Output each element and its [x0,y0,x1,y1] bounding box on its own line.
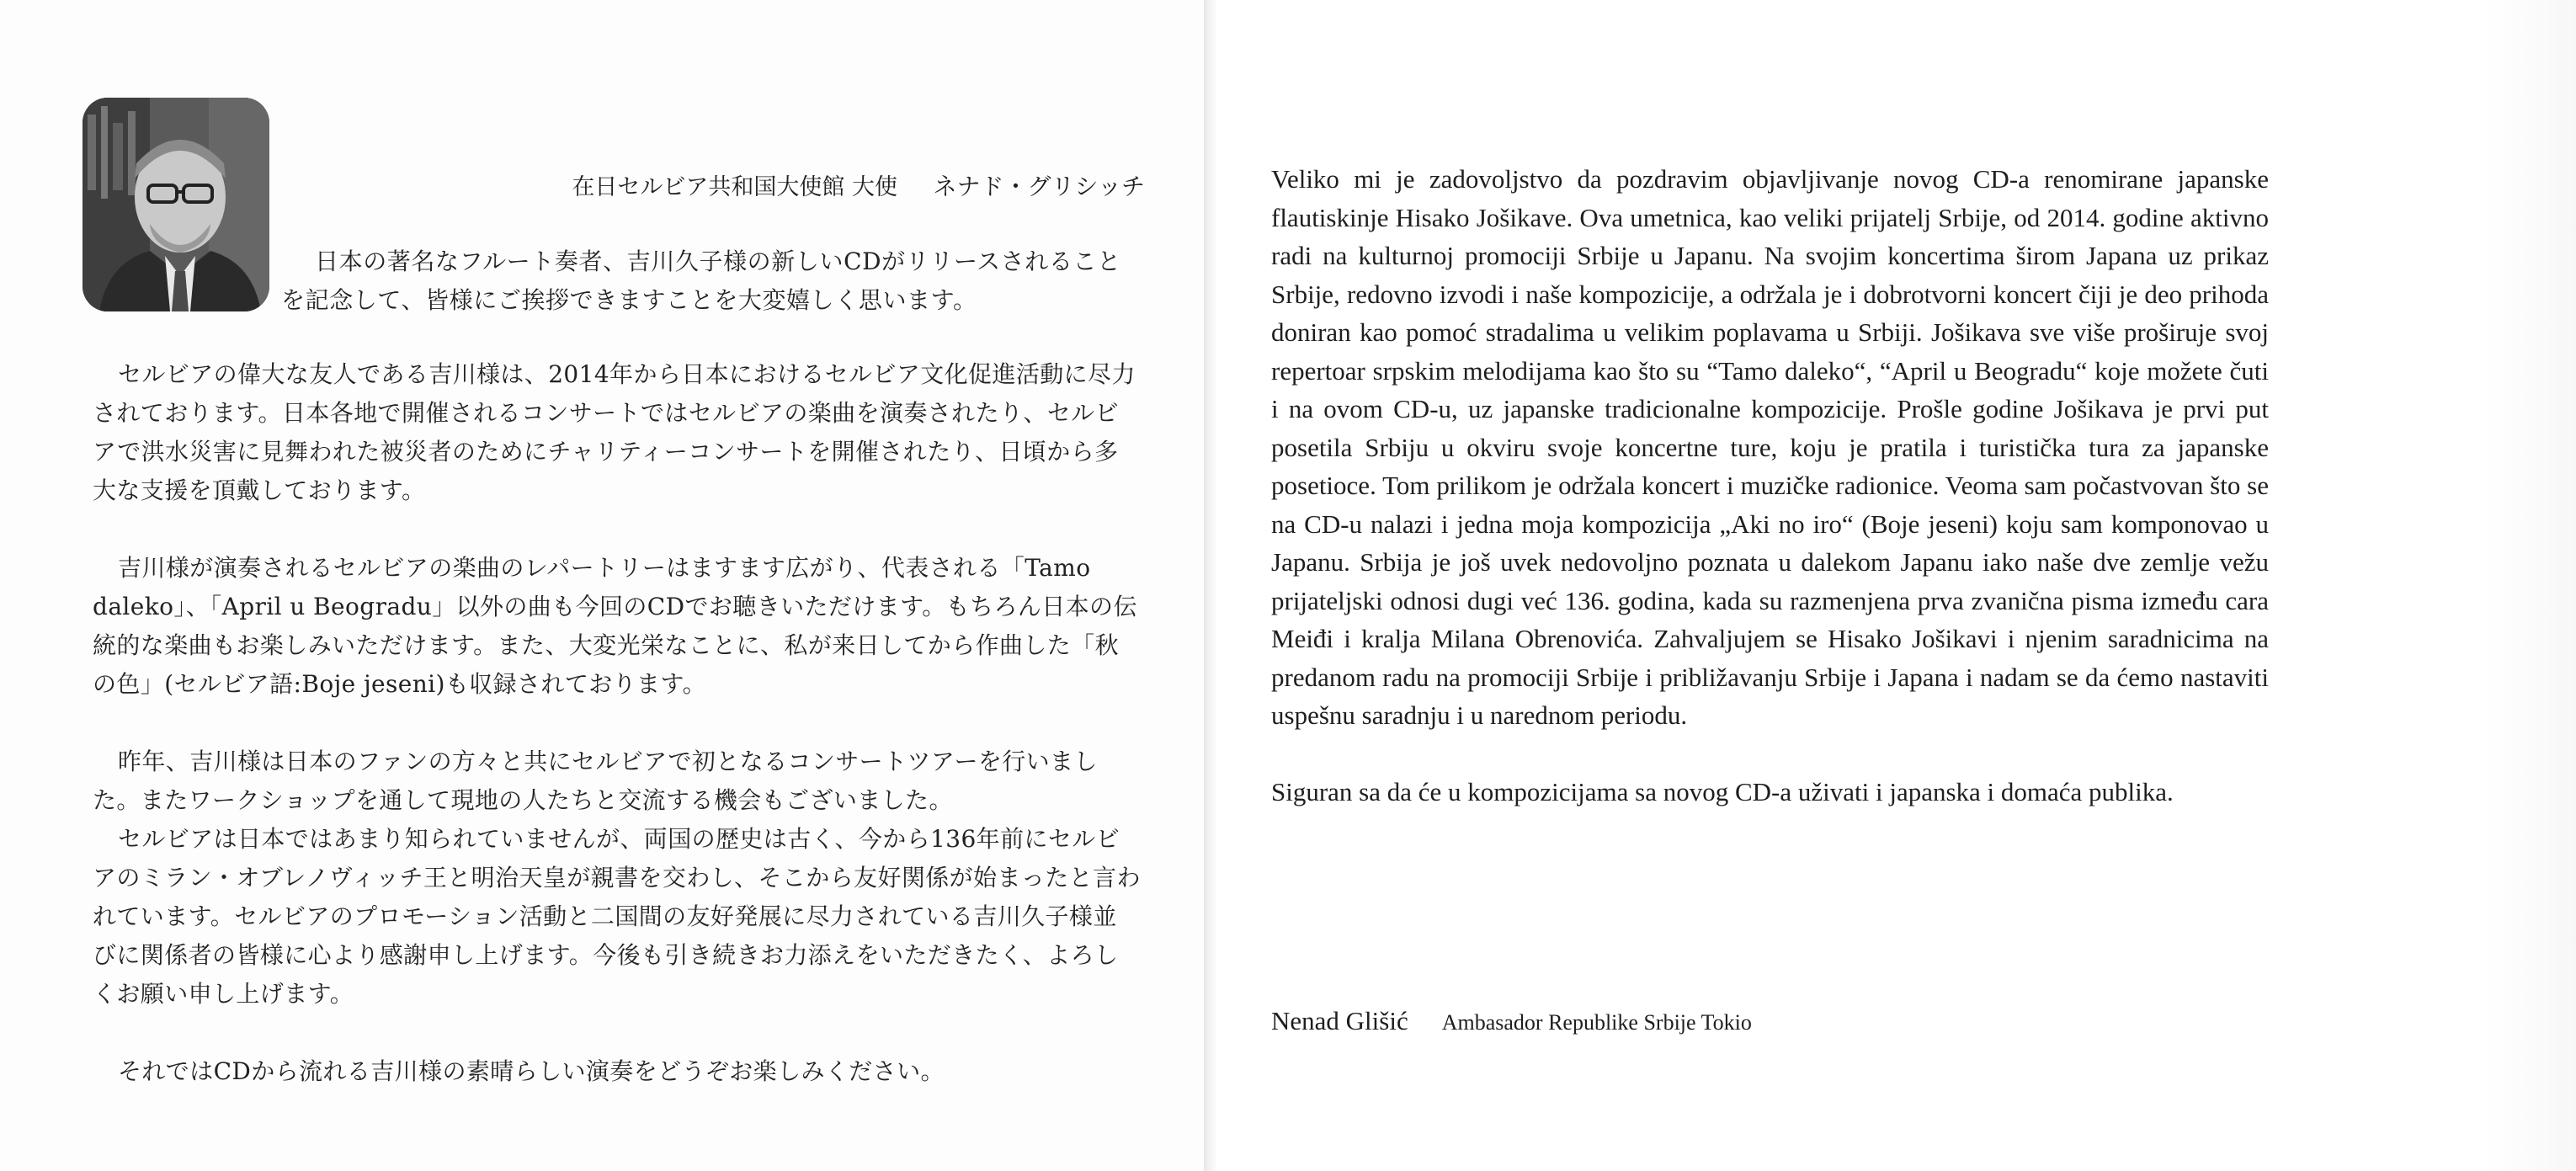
japanese-paragraph: 吉川様が演奏されるセルビアの楽曲のレパートリーはますます広がり、代表される「Tamo daleko」、「April u Beogradu」以外の曲も今回のCDでお聴きいただけます。もちろん日本の伝統的な楽曲もお楽しみいただけます。また、大変光栄なことに、私が来日してから作曲した「秋の色」(セルビア語:Boje jeseni)も収録されております。 [93,554,1137,698]
ambassador-photo-image [82,98,269,311]
intro-line-2: を記念して、皆様にご挨拶できますことを大変嬉しく思います。 [281,286,977,314]
japanese-paragraph: セルビアは日本ではあまり知られていませんが、両国の歴史は古く、今から136年前にセルビアのミラン・オブレノヴィッチ王と明治天皇が親書を交わし、そこから友好関係が始まったと言われています。セルビアのプロモーション活動と二国間の友好発展に尽力されている吉川久子様並びに関係者の皆様に心より感謝申し上げます。今後も引き続きお力添えをいただきたく、よろしくお願い申し上げます。 [93,825,1141,1008]
ambassador-title-sr: Ambasador Republike Srbije Tokio [1441,1010,1752,1035]
serbian-paragraph: Siguran sa da će u kompozicijama sa novog CD-a uživati i japanska i domaća publika. [1271,776,2174,806]
japanese-paragraph: それではCDから流れる吉川様の素晴らしい演奏をどうぞお楽しみください。 [118,1057,945,1085]
japanese-page [0,0,1204,1171]
japanese-intro [281,242,1140,320]
ambassador-title-ja: 在日セルビア共和国大使館 大使 [572,174,897,200]
japanese-paragraph: 昨年、吉川様は日本のファンの方々と共にセルビアで初となるコンサートツアーを行いました。またワークショップを通して現地の人たちと交流する機会もございました。 [93,748,1098,814]
page-edge [2483,0,2576,1171]
ambassador-portrait [82,98,269,311]
ambassador-name-ja: ネナド・グリシッチ [933,173,1145,200]
intro-line-1: 日本の著名なフルート奏者、吉川久子様の新しいCDがリリースされること [315,248,1121,275]
ambassador-name-sr: Nenad Glišić [1271,1006,1408,1035]
serbian-paragraph: Veliko mi je zadovoljstvo da pozdravim objavljivanje novog CD-a renomirane japanske flautiskinje Hisako Jošikave. Ova umetnica, kao veliki prijatelj Srbije, od 2014. godine aktivno radi na kulturnoj promociji Srbije u Japanu. Na svojim koncertima širom Japana uz prikaz Srbije, redovno izvodi i naše kompozicije, a održala je i dobrotvorni koncert čiji je deo prihoda doniran kao pomoć stradalima u velikim poplavama u Srbiji. Jošikava sve više proširuje svoj repertoar srpskim melodijama kao što su “Tamo daleko“, “April u Beogradu“ koje možete čuti i na ovom CD-u, uz japanske tradicionalne kompozicije. Prošle godine Jošikava je prvi put posetila Srbiju u okviru svoje koncertne ture, koju je pratila i turistička tura za japanske posetioce. Tom prilikom je održala koncert i muzičke radionice. Veoma sam počastvovan što se na CD-u nalazi i jedna moja kompozicija „Aki no iro“ (Boje jeseni) koju sam komponovao u Japanu. Srbija je još uvek nedovoljno poznata u dalekom Japanu iako naše dve zemlje vežu prijateljski odnosi dugi već 136. godina, kada su razmenjena prva zvanična pisma između cara Meiđi i kralja Milana Obrenovića. Zahvaljujem se Hisako Jošikavi i njenim saradnicima na predanom radu na promociji Srbije i približavanju Srbije i Japana i nadam se da ćemo nastaviti uspešnu saradnju i u narednom periodu. [1271,164,2269,730]
japanese-paragraph: セルビアの偉大な友人である吉川様は、2014年から日本におけるセルビア文化促進活動に尽力されております。日本各地で開催されるコンサートではセルビアの楽曲を演奏されたり、セルビアで洪水災害に見舞われた被災者のためにチャリティーコンサートを開催されたり、日頃から多大な支援を頂戴しております。 [93,360,1136,504]
page-gutter [1204,0,1216,1171]
japanese-body [93,355,1141,1130]
serbian-signature [1271,1002,2269,1041]
japanese-signature [505,170,1145,205]
serbian-body [1271,160,2269,849]
